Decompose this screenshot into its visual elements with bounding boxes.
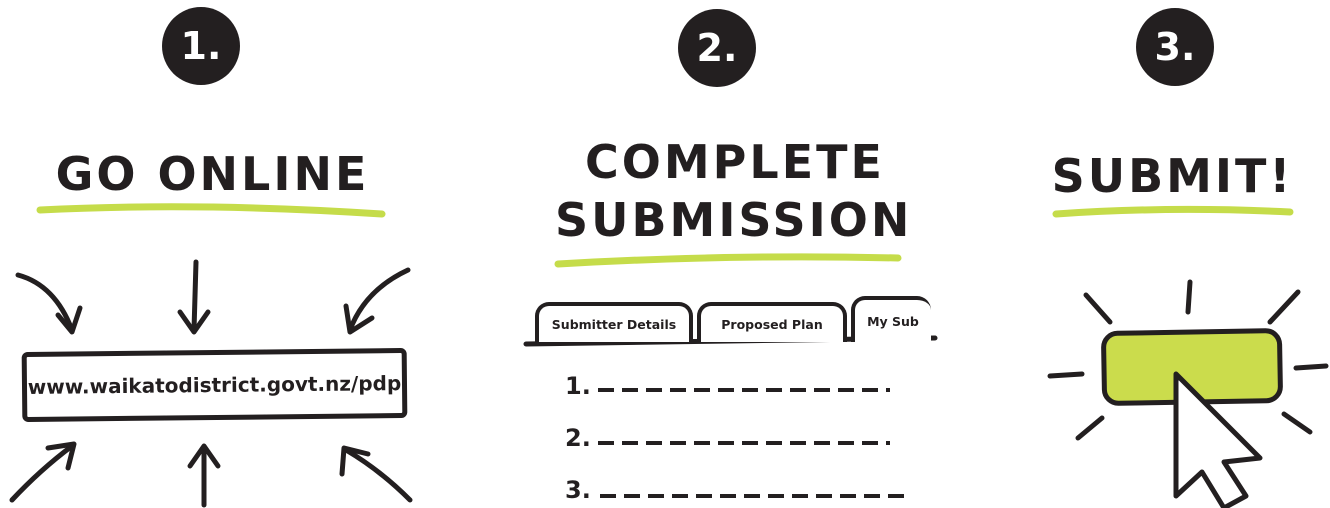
step-1-number: 1.: [180, 24, 222, 68]
tab-proposed-plan[interactable]: Proposed Plan: [697, 302, 847, 342]
step-2-title-line-2: SUBMISSION: [555, 193, 913, 247]
tab-my-sub[interactable]: My Sub: [851, 296, 931, 342]
step-2-title-line-1: COMPLETE: [585, 135, 885, 189]
step-3-title: SUBMIT!: [1051, 149, 1294, 203]
step-1-title: GO ONLINE: [55, 147, 370, 201]
list-item-2: 2.: [565, 424, 591, 452]
list-item-1: 1.: [565, 372, 591, 400]
list-item-3: 3.: [565, 476, 591, 504]
url-text: www.waikatodistrict.govt.nz/pdp: [27, 371, 402, 399]
step-3-number: 3.: [1154, 25, 1196, 69]
tab-submitter-details[interactable]: Submitter Details: [535, 302, 693, 342]
step-2-number: 2.: [696, 26, 738, 70]
submit-button[interactable]: [1104, 332, 1280, 402]
step-3-underline: [1056, 209, 1290, 214]
